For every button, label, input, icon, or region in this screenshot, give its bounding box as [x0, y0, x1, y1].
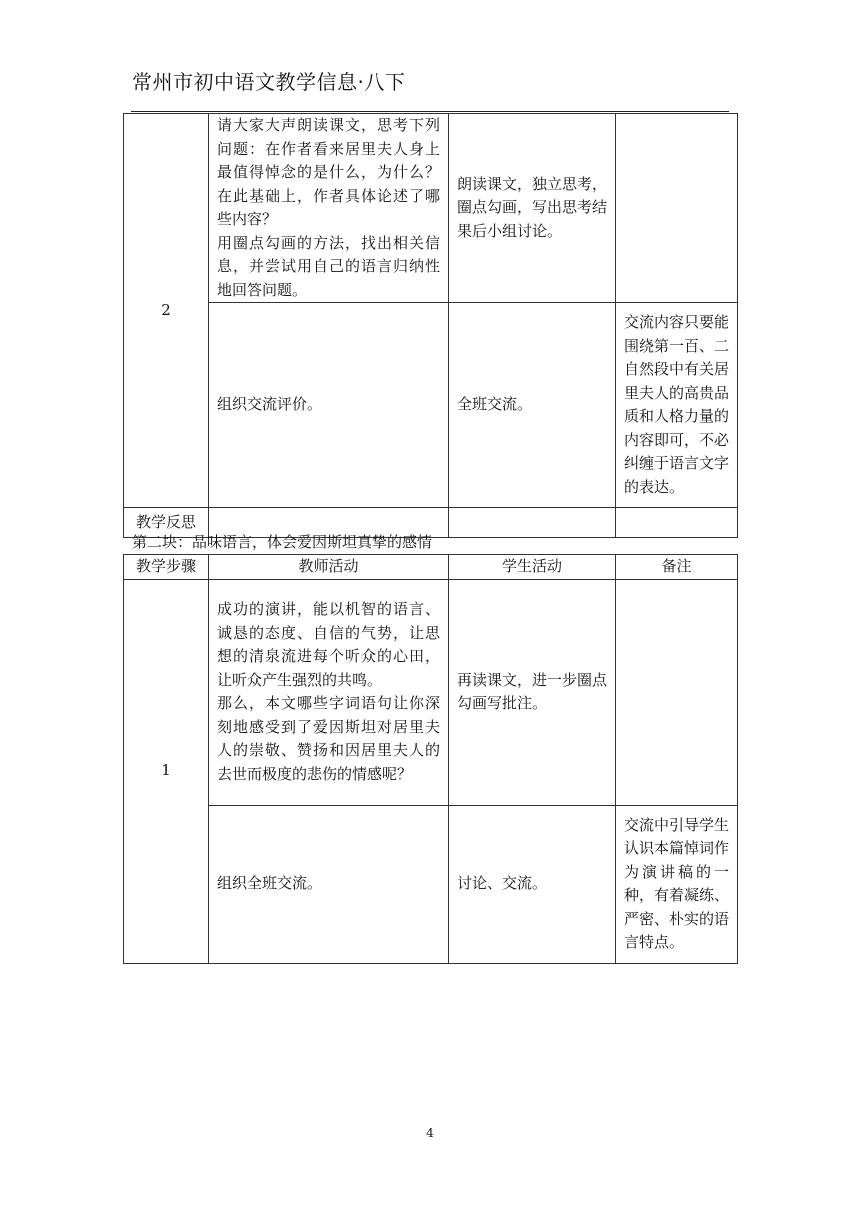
reflection-label: 教学反思 — [124, 508, 209, 538]
teacher-activity: 组织全班交流。 — [209, 805, 449, 963]
column-header: 学生活动 — [449, 555, 616, 580]
student-activity: 朗读课文，独立思考，圈点勾画，写出思考结果后小组讨论。 — [449, 114, 616, 303]
table-header-row — [124, 555, 738, 580]
step-number: 2 — [124, 114, 209, 508]
header-divider — [131, 111, 729, 112]
empty-cell — [449, 508, 616, 538]
column-header: 备注 — [616, 555, 738, 580]
note-cell: 交流中引导学生认识本篇悼词作为演讲稿的一种，有着凝练、严密、朴实的语言特点。 — [616, 805, 738, 963]
table-row — [124, 114, 738, 303]
page-number: 4 — [426, 1126, 434, 1140]
note-cell — [616, 579, 738, 805]
student-activity: 再读课文，进一步圈点勾画写批注。 — [449, 579, 616, 805]
lesson-table-part1 — [123, 113, 738, 538]
empty-cell — [616, 508, 738, 538]
lesson-table-part2 — [123, 554, 738, 964]
table-row — [124, 303, 738, 508]
note-cell: 交流内容只要能围绕第一百、二自然段中有关居里夫人的高贵品质和人格力量的内容即可，不必纠缠于语言文字的表达。 — [616, 303, 738, 508]
section-title: 第二块：品味语言，体会爱因斯坦真挚的感情 — [132, 533, 433, 551]
teacher-activity: 成功的演讲，能以机智的语言、诚恳的态度、自信的气势，让思想的清泉流进每个听众的心田，让听众产生强烈的共鸣。 那么，本文哪些字词语句让你深刻地感受到了爱因斯坦对居里夫人的崇敬、赞扬和因居里夫人的去世而极度的悲伤的情感呢？ — [209, 579, 449, 805]
page-header-title: 常州市初中语文教学信息·八下 — [132, 70, 406, 94]
table-row — [124, 805, 738, 963]
table-row — [124, 579, 738, 805]
teacher-activity: 组织交流评价。 — [209, 303, 449, 508]
note-cell — [616, 114, 738, 303]
student-activity: 讨论、交流。 — [449, 805, 616, 963]
student-activity: 全班交流。 — [449, 303, 616, 508]
teacher-activity: 请大家大声朗读课文，思考下列问题：在作者看来居里夫人身上最值得悼念的是什么，为什么？在此基础上，作者具体论述了哪些内容？ 用圈点勾画的方法，找出相关信息，并尝试用自己的语言归纳性地回答问题。 — [209, 114, 449, 303]
step-number: 1 — [124, 579, 209, 963]
column-header: 教学步骤 — [124, 555, 209, 580]
column-header: 教师活动 — [209, 555, 449, 580]
